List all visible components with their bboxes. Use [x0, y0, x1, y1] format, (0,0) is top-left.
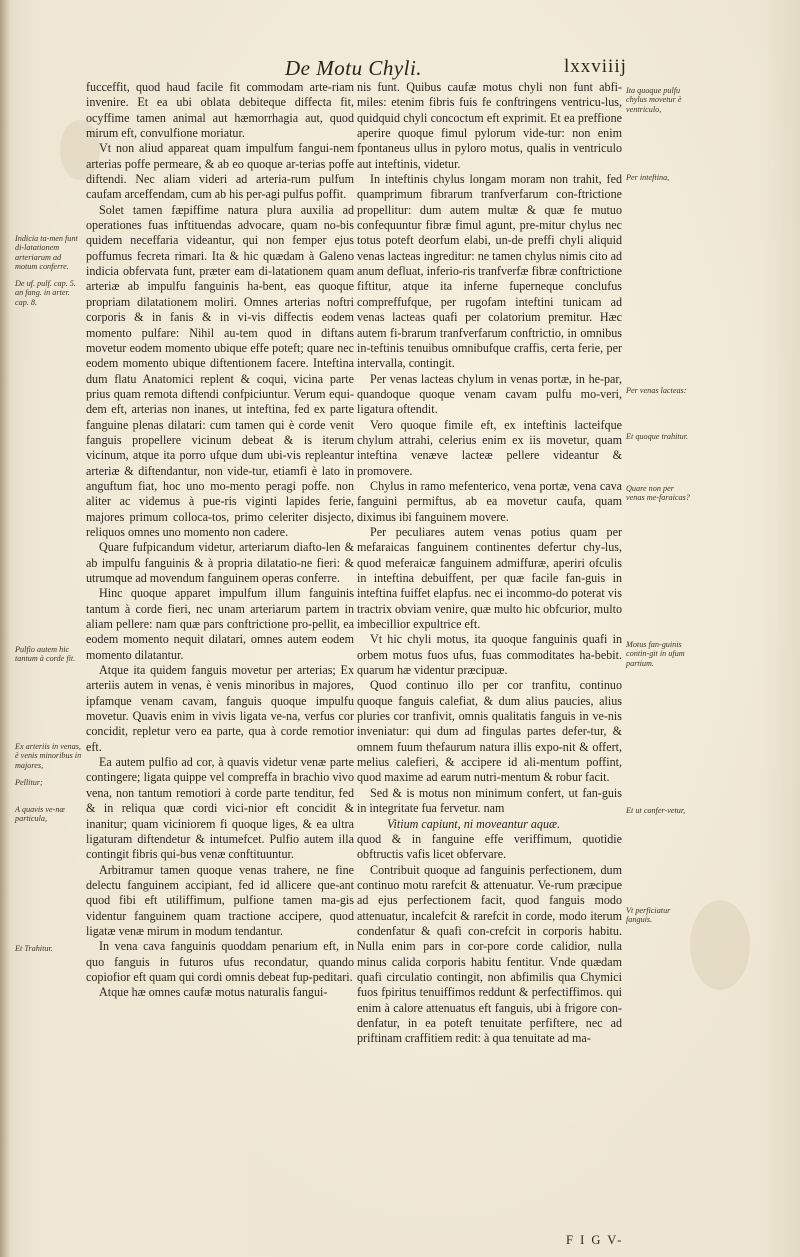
margin-note: Per inteftina,	[626, 173, 670, 182]
margin-note: Pellitur;	[15, 778, 43, 787]
paragraph: Solet tamen fæpiffime natura plura auxilia ad operationes fuas inftituendas advocare, quam no-bis quidem neceffaria videantur, qui non femper ejus poffumus fecreta rimari. Ita & hic quædam à Galeno indicia obfervata funt, præter eam di-latationem quam arteriæ ab impulfu fanguinis ha-bent, eas quoque propriam dilatationem moliri. Omnes arterias noftri corporis & in fanis & in vi-vis diffectis eodem momento pulfare: Nihil au-tem quod in diftans movetur eodem momento ubique effe poteft; quare nec eodem momento ubique diftentionem facere. Inteftina dum flatu Anatomici replent & coqui, vicina parte prius quam remota diftendi confpiciuntur. Verum equi-dem eft, arterias non inanes, ut inteftina, fed ex parte fanguine plenas dilatari: cum tamen qui è corde venit fanguis propellere vicinum debeat & is iterum vicinum, atque ita porro ufque dum ubi-vis repleantur arteriæ & diftendantur, non vide-tur, etiamfi è lato in anguftum fiat, hoc uno mo-mento peragi poffe. non aliter ac videmus à pue-ris viginti lapides ferie, majores primum colloca-tos, primo celeriter disjecto, reliquos omnes uno momento non cadere.	[86, 202, 354, 539]
margin-note: Motus fan-guinis contin-git in ufum partium.	[626, 640, 685, 668]
margin-note: A quavis ve-næ particula,	[15, 805, 65, 824]
margin-note: Pulfio autem hic tantum à corde fit.	[15, 645, 76, 664]
catchword: F I G V-	[566, 1233, 624, 1247]
paragraph: Sed & is motus non minimum confert, ut fan-guis in integritate fua fervetur. nam	[357, 785, 622, 816]
margin-note: Ex arteriis in venas, è venis minoribus in majores,	[15, 742, 82, 770]
paragraph: Per peculiares autem venas potius quam per mefaraicas fanguinem continentes defertur chy-lus, quod meferaicæ fanguinem admiffuræ, aperiri ofculis in inteftina debuiffent, per quæ facile fan-guis in inteftina fuiffet elapfus. nec ei incommo-do poterat vis tractrix obviam venire, quæ multo hic obfcurior, multo imbecillior expultrice eft.	[357, 524, 622, 632]
paragraph: Quare fufpicandum videtur, arteriarum diafto-len & ab impulfu fanguinis & à propria dilatatio-ne fieri: & utrumque ad movendum fanguinem operas conferre.	[86, 540, 354, 585]
paragraph: Vt non aliud appareat quam impulfum fangui-nem arterias poffe permeare, & ab eo quoque ar-terias poffe diftendi. Nec aliam videri ad arteria-rum pulfum caufam arceffendam, cum ab his per-agi pulfus poffit.	[86, 141, 354, 202]
verse-quotation: Vitium capiunt, ni moveantur aquæ.	[387, 816, 561, 831]
margin-note: De uf. pulf. cap. 5. an fang. in arter. cap. 8.	[15, 279, 76, 307]
paragraph: Hinc quoque apparet impulfum illum fanguinis tantum à corde fieri, nec unam arteriarum partem in aliam pellere: nam quæ pars conftrictione pro-pellit, ea eodem momento nequit dilatari, omnes autem eodem momento dilatantur.	[86, 586, 354, 662]
margin-note: Per venas lacteas:	[626, 386, 687, 395]
right-text-column	[357, 80, 622, 1047]
paragraph: Atque ita quidem fanguis movetur per arterias; Ex arteriis autem in venas, è venis minoribus in majores, ipfamque venam cavam, fanguis quoque impulfu movetur. Quavis enim in vivis ligata ve-na, verfus cor concidit, repletur vero ea parte, qua à corde remotior eft.	[86, 663, 354, 754]
paragraph: Per venas lacteas chylum in venas portæ, in he-par, quandoque quoque venam cavam pulfu mo-veri, ligatura oftendit.	[357, 371, 622, 417]
margin-note: Vt perficiatur fanguis.	[626, 906, 671, 925]
paper-stain	[690, 900, 750, 990]
left-text-column	[86, 80, 354, 1001]
margin-note: Indicia ta-men funt di-latationem arteriarum ad motum conferre.	[15, 234, 78, 272]
paragraph: Chylus in ramo mefenterico, vena portæ, vena cava fanguini permiftus, ab ea movetur caufa, quam diximus ibi fanguinem movere.	[357, 478, 622, 524]
paragraph: nis funt. Quibus caufæ motus chyli non funt abfi-miles: etenim fibris fuis fe conftringens ventricu-lus, quidquid chyli concoctum eft exprimit. Et ea preffione aperire quoque fimul pylorum vide-tur: non enim fpontaneus ullus in pyloro motus, qualis in ventriculo aut inteftinis, videtur.	[357, 80, 622, 171]
paragraph: Vt hic chyli motus, ita quoque fanguinis quafi in orbem motus fuos ufus, fuas commoditates ha-bebit. quarum hæ videntur præcipuæ.	[357, 632, 622, 678]
paragraph: Ea autem pulfio ad cor, à quavis videtur venæ parte contingere; ligata quippe vel compreffa in brachio vivo vena, non tantum remotiori à corde parte tenditur, fed & in reliqua quæ cordi vici-nior eft concidit & inanitur; quam viciniorem fi quoque liges, & ea ultra ligaturam diftendetur & intumefcet. Pulfio autem illa contingit fibris qui-bus venæ conftituuntur.	[86, 755, 354, 862]
running-title: De Motu Chyli.	[285, 56, 423, 80]
paragraph: In vena cava fanguinis quoddam penarium eft, in quo fanguis in futuros ufus recondatur, quando copiofior eft quam qui cordi omnis debeat fup-peditari.	[86, 939, 354, 984]
paragraph: fucceffit, quod haud facile fit commodam arte-riam invenire. Et ea ubi oblata debiteque diffecta fit, ocyffime tamen animal aut hæmorrhagia aut, quod mirum eft, convulfione moriatur.	[86, 80, 354, 141]
paragraph: Arbitramur tamen quoque venas trahere, ne fine delectu fanguinem accipiant, fed id allicere que-ant quod fibi eft utiliffimum, pulfione tamen ma-gis videntur fanguinem quam tractione accipere, quod ligatæ venæ mirum in modum tendantur.	[86, 862, 354, 938]
gutter-shadow	[0, 0, 10, 1257]
paragraph: Quod continuo illo per cor tranfitu, continuo quoque fanguis calefiat, & dum alius paucies, alius pluries cor tranfivit, omnis qualitatis fanguis in ve-nis inveniatur: qui dum ad fingulas partes defer-tur, & omnem fuum thefaurum natura illis expo-nit & offert, melius calefieri, & accipere id ali-mentum poffint, quod maxime ad earum nutri-mentum & robur facit.	[357, 678, 622, 785]
margin-note: Et Trahitur.	[15, 944, 53, 953]
paragraph: Atque hæ omnes caufæ motus naturalis fangui-	[99, 985, 328, 1000]
margin-note: Et quoque trahitur.	[626, 432, 689, 441]
paragraph: Vero quoque fimile eft, ex inteftinis lacteifque chylum attrahi, celerius enim ex iis movetur, quam inteftina venæve lacteæ pellere videantur & promovere.	[357, 417, 622, 478]
margin-note: Quare non per venas me-faraicas?	[626, 484, 690, 503]
paragraph: quod & in fanguine effe veriffimum, quotidie obftructis vafis licet obfervare.	[357, 831, 622, 862]
paragraph: Contribuit quoque ad fanguinis perfectionem, dum continuo motu rarefcit & attenuatur. Ve-rum præcipue ad ejus perfectionem facit, quod fanguis modo attenuatur, incalefcit & rarefcit in corde, modo iterum condenfatur & quafi con-crefcit in corporis habitu. Nulla enim pars in cor-pore corde calidior, nulla minus calida corporis habitu fentitur. Vnde quædam quafi circulatio contingit, non abfimilis qua Chymici fuos fpiritus tenuiffimos reddunt & perfectiffimos. qui enim à calore attenuatus eft fanguis, ubi à frigore con-denfatur, in ea poteft tenuitate perfiftere, nec ad priftinam craffitiem redit: à qua tenuitate ad ma-	[357, 862, 622, 1046]
page-number: lxxviiij	[564, 56, 627, 77]
margin-note: Et ut confer-vetur,	[626, 806, 686, 815]
paragraph: In inteftinis chylus longam moram non trahit, fed quamprimum fibrarum tranfverfarum con-ftrictione propellitur: dum autem multæ & quæ fe mutuo confequuntur fibræ fimul agunt, pre-mitur chylus nec totus poteft deorfum elabi, un-de preffi chyli aliquid venas lacteas ingreditur: ne tamen chylus nimis cito ad anum defluat, inferio-ris tranfverfæ fibræ conftrictione fiftitur, atque ita inferne fuperneque conclufus compreffufque, per rugofam inteftini tunicam ad venas lacteas quafi per colatorium premitur. Hæc autem fi-brarum tranfverfarum conftrictio, in omnibus in-teftinis tenuibus omnibufque craffis, certa ferie, per intervalla, contingit.	[357, 172, 622, 371]
margin-note: Ita quoque pulfu chylus movetur è ventriculo,	[626, 86, 682, 114]
